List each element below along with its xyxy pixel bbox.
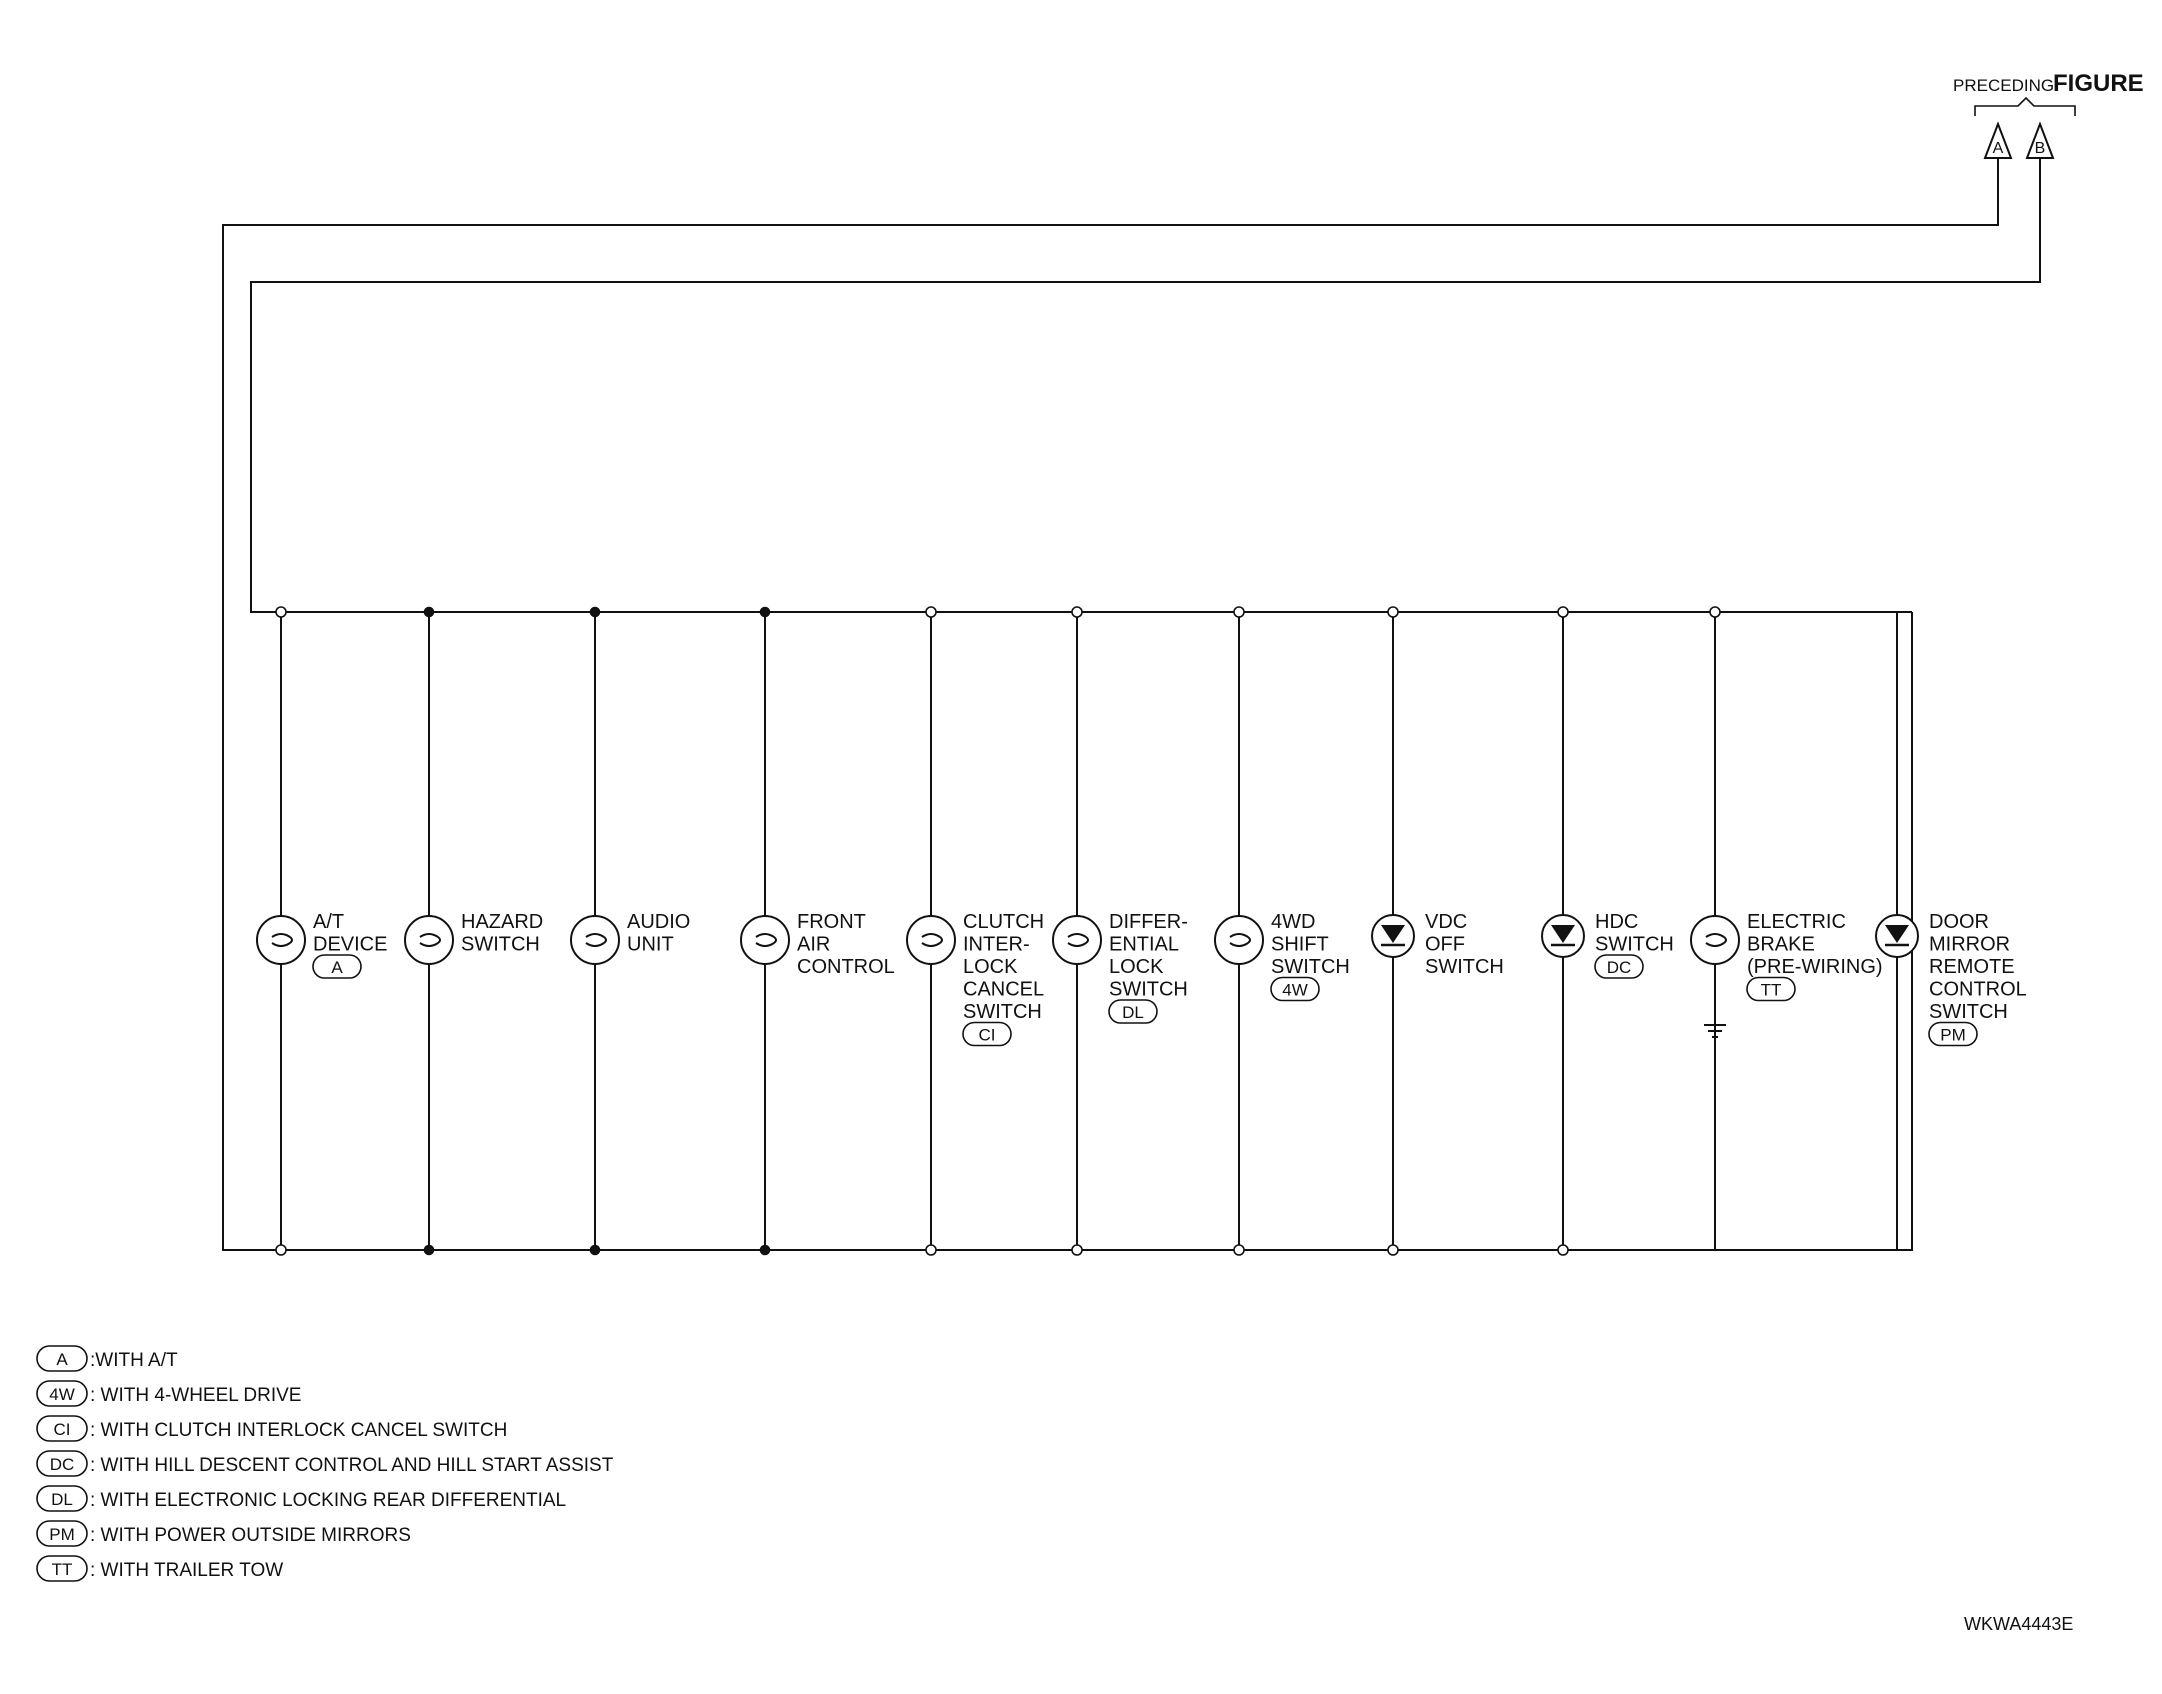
splice-point	[591, 608, 600, 617]
legend-row	[37, 1451, 614, 1476]
legend-code: 4W	[49, 1385, 75, 1404]
led-indicator-icon	[1876, 915, 1918, 957]
component-label-front-air-control: FRONT AIR CONTROL	[797, 911, 895, 978]
bulb-illumination-icon	[907, 916, 955, 964]
connector-point	[926, 607, 936, 617]
legend-text: :WITH A/T	[90, 1350, 178, 1371]
connector-point	[1234, 607, 1244, 617]
bulb-illumination-icon	[741, 916, 789, 964]
wires	[223, 158, 2040, 1250]
legend-text: : WITH CLUTCH INTERLOCK CANCEL SWITCH	[90, 1420, 508, 1441]
bulb-illumination-icon	[1691, 916, 1739, 964]
option-badge	[1109, 1000, 1157, 1023]
option-badge	[1929, 1023, 1977, 1046]
preceding-figure-ref	[1953, 70, 2144, 158]
legend-text: : WITH ELECTRONIC LOCKING REAR DIFFERENTIAL	[90, 1490, 567, 1511]
legend-row	[37, 1381, 301, 1406]
component-label-at-device: A/T DEVICE	[313, 911, 388, 956]
connector-point	[1388, 1245, 1398, 1255]
preceding-label-small: PRECEDING	[1953, 76, 2055, 95]
legend-text: : WITH TRAILER TOW	[90, 1560, 284, 1581]
option-badge	[963, 1023, 1011, 1046]
legend-row	[37, 1556, 283, 1581]
component-label-hdc-switch: HDC SWITCH	[1595, 911, 1674, 956]
component-label-differential-lock-switch: DIFFER-ENTIAL LOCK SWITCH	[1109, 911, 1188, 1001]
connector-point	[1710, 607, 1720, 617]
legend-code: CI	[53, 1420, 71, 1439]
svg-text:CI: CI	[978, 1025, 996, 1045]
svg-text:PM: PM	[1940, 1025, 1966, 1045]
svg-text:4W: 4W	[1282, 980, 1308, 1000]
connector-point	[1234, 1245, 1244, 1255]
legend-text: : WITH HILL DESCENT CONTROL AND HILL START ASSIST	[90, 1455, 614, 1476]
connector-point	[1072, 607, 1082, 617]
bulb-illumination-icon	[1215, 916, 1263, 964]
component-label-audio-unit: AUDIO UNIT	[627, 911, 691, 956]
splice-point	[591, 1246, 600, 1255]
component-label-clutch-interlock-cancel-switch: CLUTCH INTER-LOCK CANCEL SWITCH	[963, 911, 1045, 1023]
preceding-label-big: FIGURE	[2053, 70, 2144, 97]
legend-code: TT	[51, 1560, 73, 1579]
option-badge	[1595, 955, 1643, 978]
option-badge	[1747, 978, 1795, 1001]
connector-point	[1558, 1245, 1568, 1255]
legend-code: DL	[51, 1490, 73, 1509]
splice-point	[761, 1246, 770, 1255]
legend-text: : WITH 4-WHEEL DRIVE	[90, 1385, 302, 1406]
svg-text:DC: DC	[1606, 958, 1632, 977]
component-label-door-mirror-remote-control-switch: DOOR MIRROR REMOTE CONTROL SWITCH	[1929, 911, 2027, 1023]
connector-point	[276, 1245, 286, 1255]
legend-row	[37, 1416, 507, 1441]
svg-text:A: A	[331, 958, 343, 977]
preceding-brace	[1975, 98, 2075, 116]
component-label-4wd-shift-switch: 4WD SHIFT SWITCH	[1271, 911, 1350, 978]
component-label-vdc-off-switch: VDC OFF SWITCH	[1425, 911, 1504, 978]
legend-text: : WITH POWER OUTSIDE MIRRORS	[90, 1525, 411, 1546]
component-label-electric-brake: ELECTRIC BRAKE (PRE-WIRING)	[1747, 911, 1883, 978]
component-labels	[313, 911, 2027, 1046]
splice-point	[425, 1246, 434, 1255]
option-legend	[37, 1346, 614, 1581]
connector-a	[1985, 124, 2011, 158]
connector-point	[276, 607, 286, 617]
legend-code: PM	[49, 1525, 75, 1544]
bulb-illumination-icon	[1053, 916, 1101, 964]
legend-row	[37, 1486, 566, 1511]
connector-point	[926, 1245, 936, 1255]
bulb-illumination-icon	[405, 916, 453, 964]
bulb-illumination-icon	[257, 916, 305, 964]
wire-a	[223, 158, 1998, 1250]
legend-row	[37, 1521, 411, 1546]
splice-point	[425, 608, 434, 617]
led-indicator-icon	[1372, 915, 1414, 957]
splice-point	[761, 608, 770, 617]
option-badge	[1271, 978, 1319, 1001]
legend-code: A	[56, 1350, 68, 1369]
svg-text:TT: TT	[1760, 980, 1782, 1000]
connector-b-letter: B	[2034, 140, 2046, 157]
component-label-hazard-switch: HAZARD SWITCH	[461, 911, 544, 956]
wire-b	[251, 158, 2040, 612]
connector-point	[1558, 607, 1568, 617]
connector-point	[1072, 1245, 1082, 1255]
option-badge	[313, 955, 361, 978]
connector-b	[2027, 124, 2053, 158]
connector-point	[1388, 607, 1398, 617]
led-indicator-icon	[1542, 915, 1584, 957]
figure-code: WKWA4443E	[1964, 1614, 2074, 1634]
bulb-illumination-icon	[571, 916, 619, 964]
svg-text:DL: DL	[1122, 1003, 1144, 1022]
legend-code: DC	[49, 1455, 75, 1474]
connector-a-letter: A	[1992, 140, 2004, 157]
legend-row	[37, 1346, 178, 1371]
